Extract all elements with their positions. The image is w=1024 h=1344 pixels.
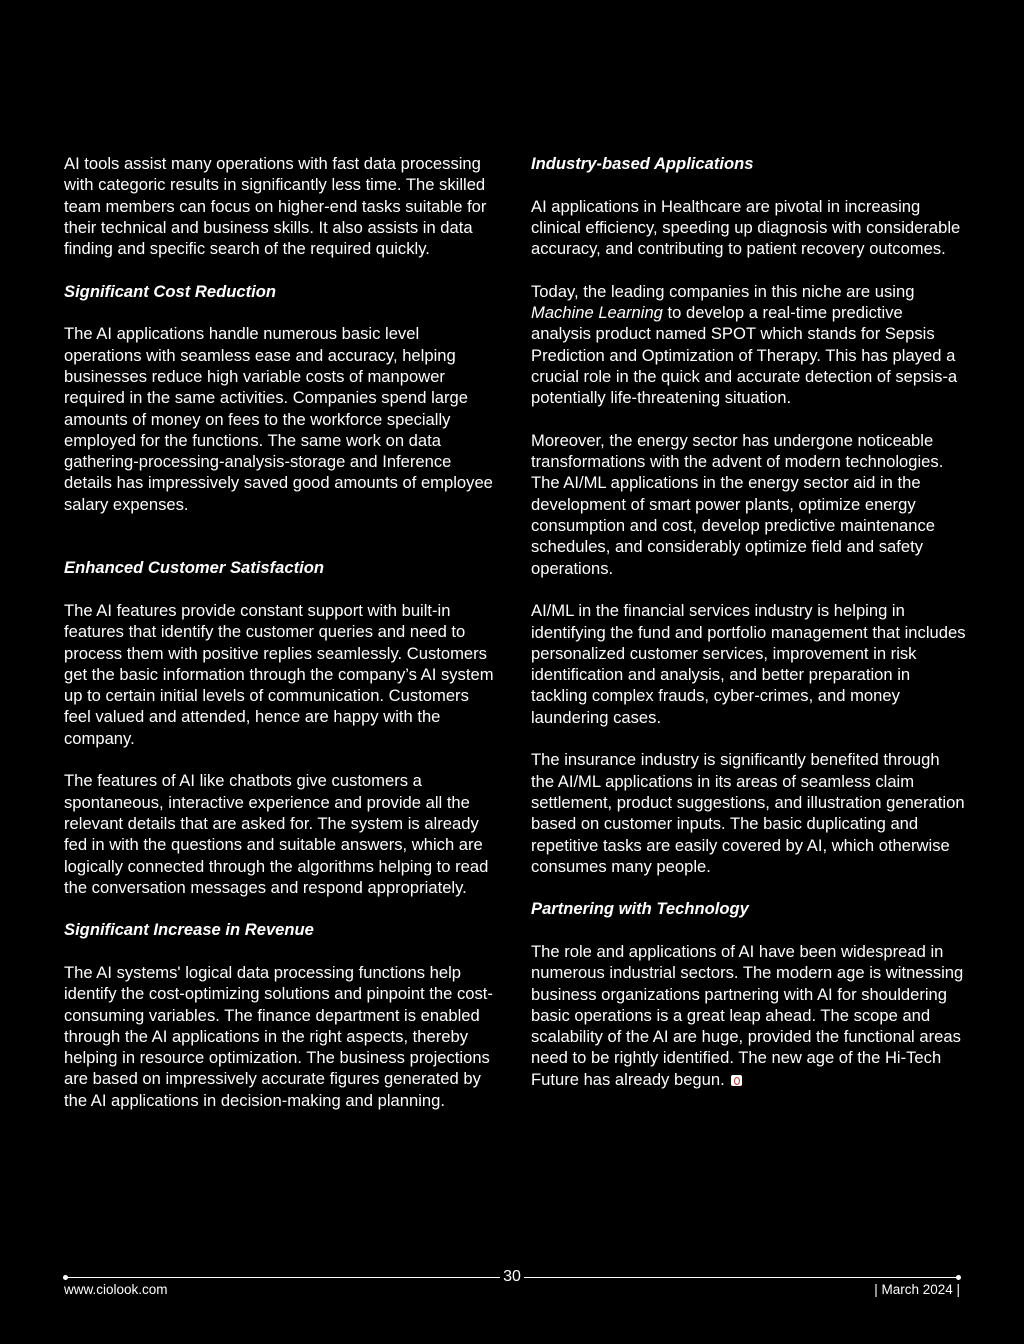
end-of-article-icon xyxy=(731,1075,742,1086)
footer-issue-date: | March 2024 | xyxy=(874,1282,960,1297)
footer-rule-left xyxy=(64,1277,500,1278)
section-heading: Enhanced Customer Satisfaction xyxy=(64,558,325,578)
text-run: Today, the leading companies in this niche are using xyxy=(531,281,915,301)
footer-website-link[interactable]: www.ciolook.com xyxy=(64,1282,168,1297)
section-heading: Significant Cost Reduction xyxy=(64,281,277,301)
paragraph: The AI systems' logical data processing functions help identify the cost-optimizing solutions and pinpoint the cost-consuming variables. The finance department is enabled through the AI applications in the right aspects, thereby helping in resource optimization. The business projections are based on impressively accurate figures generated by the AI applications in decision-making and planning. xyxy=(64,962,493,1110)
footer-rule-right xyxy=(524,1277,958,1278)
paragraph: Moreover, the energy sector has undergone noticeable transformations with the advent of modern technologies. The AI/ML applications in the energy sector aid in the development of smart power plants, optimize energy consumption and cost, develop predictive maintenance schedules, and considerably optimize field and safety operations. xyxy=(531,430,944,578)
section-heading: Industry-based Applications xyxy=(531,154,754,173)
paragraph-final xyxy=(531,941,967,1090)
text-run: to develop a real-time predictive analysis product named SPOT which stands for Sepsis Prediction and Optimization of Therapy. This has played a crucial role in the quick and accurate detection of sepsis-a potentially life-threatening situation. xyxy=(531,303,958,408)
paragraph: AI/ML in the financial services industry is helping in identifying the fund and portfolio management that includes personalized customer services, improvement in risk identification and analysis, and better preparation in tackling complex frauds, cyber-crimes, and money laundering cases. xyxy=(531,601,966,727)
paragraph: The insurance industry is significantly benefited through the AI/ML applications in its areas of seamless claim settlement, product suggestions, and illustration generation based on customer inputs. The basic duplicating and repetitive tasks are easily covered by AI, which otherwise consumes many people. xyxy=(531,750,965,876)
footer-rule-endpoint xyxy=(63,1275,68,1280)
section-heading: Significant Increase in Revenue xyxy=(64,920,314,940)
paragraph: AI applications in Healthcare are pivotal in increasing clinical efficiency, speeding up diagnosis with considerable accuracy, and contributing to patient recovery outcomes. xyxy=(531,196,961,259)
paragraph: AI tools assist many operations with fast data processing with categoric results in significantly less time. The skilled team members can focus on higher-end tasks suitable for their technical and business skills. It also assists in data finding and specific search of the required quickly. xyxy=(64,154,487,259)
text-run: The role and applications of AI have been widespread in numerous industrial sectors. The modern age is witnessing business organizations partnering with AI for shouldering basic operations is a great leap ahead. The scope and scalability of the AI are huge, provided the functional areas need to be rightly identified. The new age of the Hi-Tech Future has already begun. xyxy=(531,941,964,1089)
left-column xyxy=(64,153,496,1132)
right-column xyxy=(531,153,967,1111)
spacer xyxy=(64,536,496,557)
paragraph xyxy=(531,281,967,409)
paragraph: The features of AI like chatbots give customers a spontaneous, interactive experience and provide all the relevant details that are asked for. The system is already fed in with the questions and suitable answers, which are logically connected through the algorithms helping to read the conversation messages and respond appropriately. xyxy=(64,771,489,897)
paragraph: The AI features provide constant support with built-in features that identify the customer queries and need to process them with positive replies seamlessly. Customers get the basic information through the company’s AI system up to certain initial levels of communication. Customers feel valued and attended, hence are happy with the company. xyxy=(64,600,494,748)
italic-term: Machine Learning xyxy=(531,303,663,323)
paragraph: The AI applications handle numerous basic level operations with seamless ease and accuracy, helping businesses reduce high variable costs of manpower required in the same activities. Companies spend large amounts of money on fees to the workforce specially employed for the functions. The same work on data gathering-processing-analysis-storage and Inference details has impressively saved good amounts of employee salary expenses. xyxy=(64,324,493,514)
page-number: 30 xyxy=(503,1268,521,1285)
footer-rule-endpoint xyxy=(956,1275,961,1280)
section-heading: Partnering with Technology xyxy=(531,899,749,919)
